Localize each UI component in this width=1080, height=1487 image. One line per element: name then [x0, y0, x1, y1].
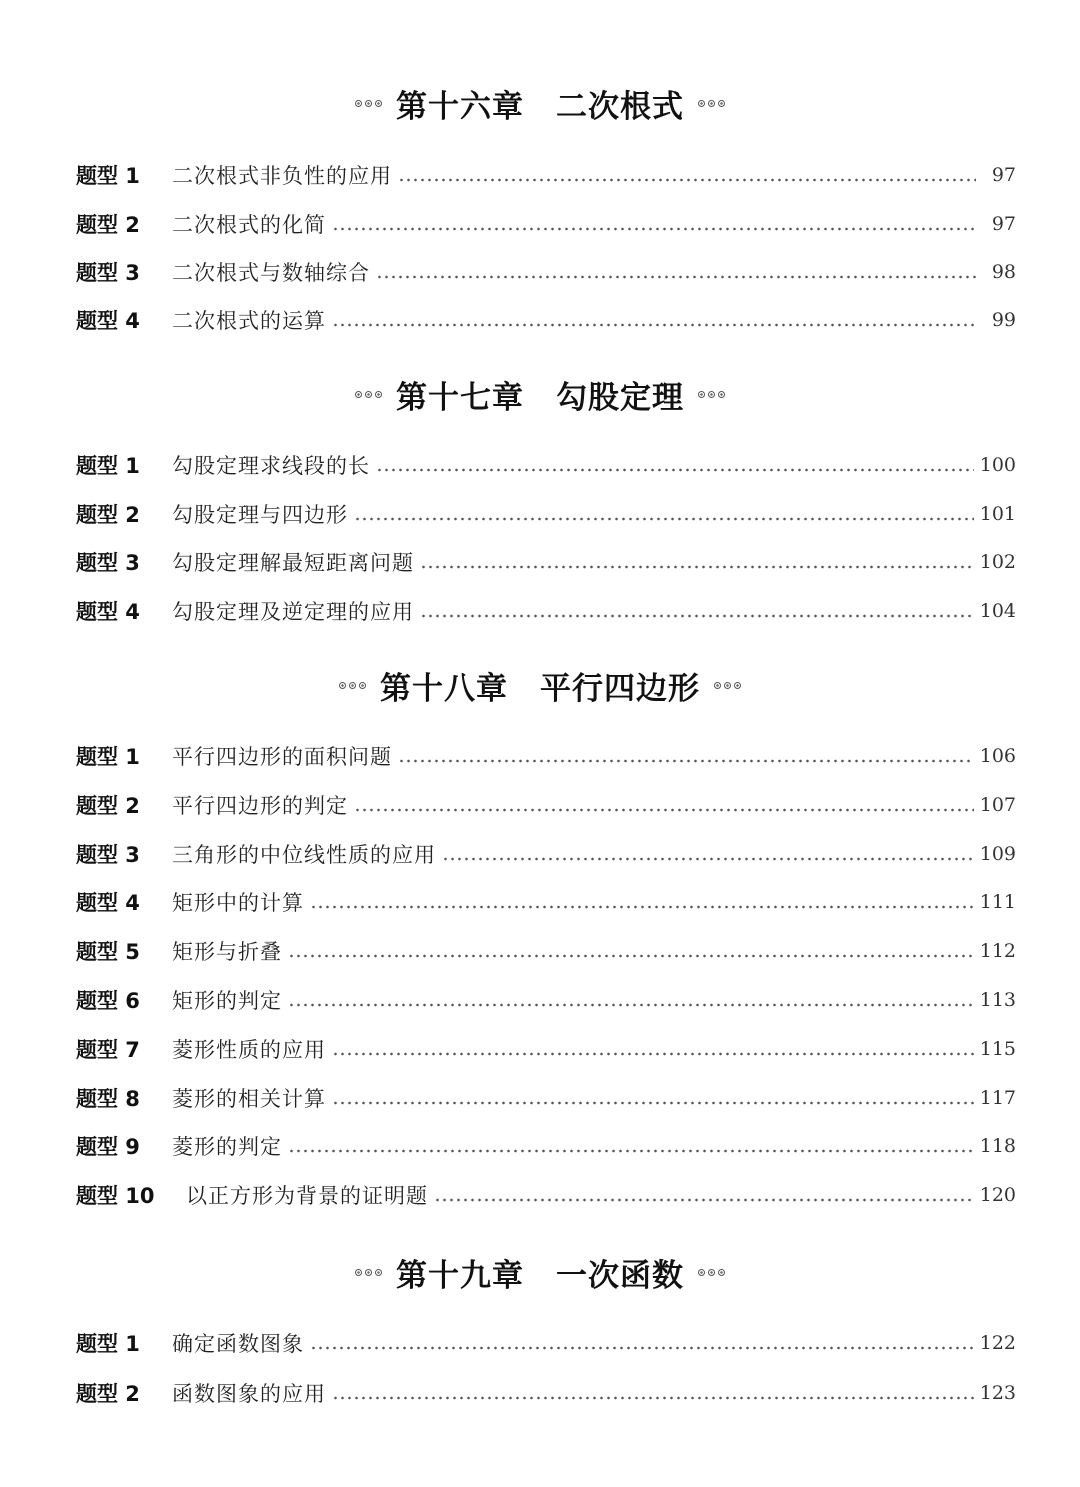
toc-entry[interactable] [76, 788, 1016, 822]
entry-title: 菱形的判定 [172, 1135, 282, 1159]
chapter-heading [0, 1247, 1080, 1297]
entry-title: 三角形的中位线性质的应用 [172, 843, 436, 867]
entry-page-number: 97 [991, 164, 1016, 186]
toc-entry[interactable] [76, 1326, 1016, 1360]
dot-leader [288, 954, 974, 958]
entry-label: 题型 7 [76, 1038, 140, 1062]
dot-leader [310, 1346, 974, 1350]
entry-title: 确定函数图象 [172, 1332, 304, 1356]
dot-leader [354, 808, 974, 812]
entry-label: 题型 8 [76, 1087, 140, 1111]
entry-label: 题型 2 [76, 1382, 140, 1406]
entry-page-number: 106 [979, 745, 1016, 767]
ornament-dots-icon [355, 100, 382, 107]
entry-title: 矩形的判定 [172, 989, 282, 1013]
entry-label: 题型 10 [76, 1184, 155, 1208]
dot-leader [398, 178, 976, 182]
entry-label: 题型 4 [76, 309, 140, 333]
entry-label: 题型 1 [76, 164, 140, 188]
dot-leader [332, 227, 976, 231]
entry-label: 题型 9 [76, 1135, 140, 1159]
entry-title: 二次根式与数轴综合 [172, 261, 370, 285]
entry-label: 题型 2 [76, 503, 140, 527]
toc-entry[interactable] [76, 207, 1016, 241]
entry-label: 题型 4 [76, 600, 140, 624]
entry-page-number: 107 [979, 794, 1016, 816]
entry-title: 勾股定理与四边形 [172, 503, 348, 527]
dot-leader [442, 857, 974, 861]
dot-leader [288, 1149, 974, 1153]
entry-page-number: 111 [979, 891, 1016, 913]
entry-label: 题型 6 [76, 989, 140, 1013]
toc-entry[interactable] [76, 837, 1016, 871]
entry-page-number: 99 [991, 309, 1016, 331]
entry-title: 勾股定理求线段的长 [172, 454, 370, 478]
toc-entry[interactable] [76, 934, 1016, 968]
entry-title: 勾股定理解最短距离问题 [172, 551, 414, 575]
entry-title: 菱形性质的应用 [172, 1038, 326, 1062]
dot-leader [332, 323, 976, 327]
entry-title: 平行四边形的判定 [172, 794, 348, 818]
entry-label: 题型 1 [76, 454, 140, 478]
ornament-dots-icon [698, 1269, 725, 1276]
ornament-dots-icon [698, 391, 725, 398]
toc-entry[interactable] [76, 1032, 1016, 1066]
dot-leader [376, 468, 974, 472]
dot-leader [310, 905, 974, 909]
toc-entry[interactable] [76, 303, 1016, 337]
chapter-heading [0, 369, 1080, 419]
entry-page-number: 102 [979, 551, 1016, 573]
toc-entry[interactable] [76, 594, 1016, 628]
entry-title: 勾股定理及逆定理的应用 [172, 600, 414, 624]
entry-label: 题型 1 [76, 745, 140, 769]
entry-page-number: 115 [979, 1038, 1016, 1060]
entry-page-number: 98 [991, 261, 1016, 283]
dot-leader [420, 614, 974, 618]
entry-label: 题型 4 [76, 891, 140, 915]
dot-leader [332, 1396, 974, 1400]
toc-entry[interactable] [76, 1178, 1016, 1212]
ornament-dots-icon [355, 391, 382, 398]
toc-entry[interactable] [76, 1081, 1016, 1115]
chapter-title[interactable]: 第十六章 二次根式 [396, 88, 684, 125]
ornament-dots-icon [698, 100, 725, 107]
toc-entry[interactable] [76, 739, 1016, 773]
entry-title: 以正方形为背景的证明题 [186, 1184, 428, 1208]
ornament-dots-icon [355, 1269, 382, 1276]
dot-leader [354, 517, 974, 521]
chapter-title[interactable]: 第十八章 平行四边形 [380, 670, 700, 707]
entry-label: 题型 2 [76, 213, 140, 237]
entry-label: 题型 3 [76, 261, 140, 285]
chapter-heading [0, 78, 1080, 128]
entry-title: 函数图象的应用 [172, 1382, 326, 1406]
entry-label: 题型 3 [76, 551, 140, 575]
entry-title: 矩形中的计算 [172, 891, 304, 915]
chapter-title[interactable]: 第十七章 勾股定理 [396, 379, 684, 416]
entry-title: 二次根式的运算 [172, 309, 326, 333]
entry-page-number: 101 [979, 503, 1016, 525]
entry-page-number: 97 [991, 213, 1016, 235]
entry-page-number: 117 [979, 1087, 1016, 1109]
entry-label: 题型 5 [76, 940, 140, 964]
dot-leader [376, 275, 976, 279]
toc-entry[interactable] [76, 1376, 1016, 1410]
dot-leader [332, 1101, 974, 1105]
toc-entry[interactable] [76, 497, 1016, 531]
entry-title: 二次根式非负性的应用 [172, 164, 392, 188]
toc-entry[interactable] [76, 158, 1016, 192]
entry-page-number: 113 [979, 989, 1016, 1011]
toc-entry[interactable] [76, 448, 1016, 482]
entry-title: 菱形的相关计算 [172, 1087, 326, 1111]
entry-title: 二次根式的化简 [172, 213, 326, 237]
entry-page-number: 112 [979, 940, 1016, 962]
entry-page-number: 109 [979, 843, 1016, 865]
toc-entry[interactable] [76, 1129, 1016, 1163]
toc-entry[interactable] [76, 545, 1016, 579]
entry-page-number: 122 [979, 1332, 1016, 1354]
dot-leader [398, 759, 974, 763]
entry-page-number: 104 [979, 600, 1016, 622]
chapter-title[interactable]: 第十九章 一次函数 [396, 1257, 684, 1294]
entry-title: 平行四边形的面积问题 [172, 745, 392, 769]
dot-leader [434, 1198, 974, 1202]
dot-leader [288, 1003, 974, 1007]
toc-entry[interactable] [76, 885, 1016, 919]
toc-entry[interactable] [76, 983, 1016, 1017]
ornament-dots-icon [714, 682, 741, 689]
entry-page-number: 120 [979, 1184, 1016, 1206]
ornament-dots-icon [339, 682, 366, 689]
toc-entry[interactable] [76, 255, 1016, 289]
dot-leader [420, 565, 974, 569]
dot-leader [332, 1052, 974, 1056]
chapter-heading [0, 660, 1080, 710]
entry-label: 题型 3 [76, 843, 140, 867]
entry-page-number: 100 [979, 454, 1016, 476]
entry-page-number: 123 [979, 1382, 1016, 1404]
entry-page-number: 118 [979, 1135, 1016, 1157]
entry-label: 题型 1 [76, 1332, 140, 1356]
entry-title: 矩形与折叠 [172, 940, 282, 964]
entry-label: 题型 2 [76, 794, 140, 818]
